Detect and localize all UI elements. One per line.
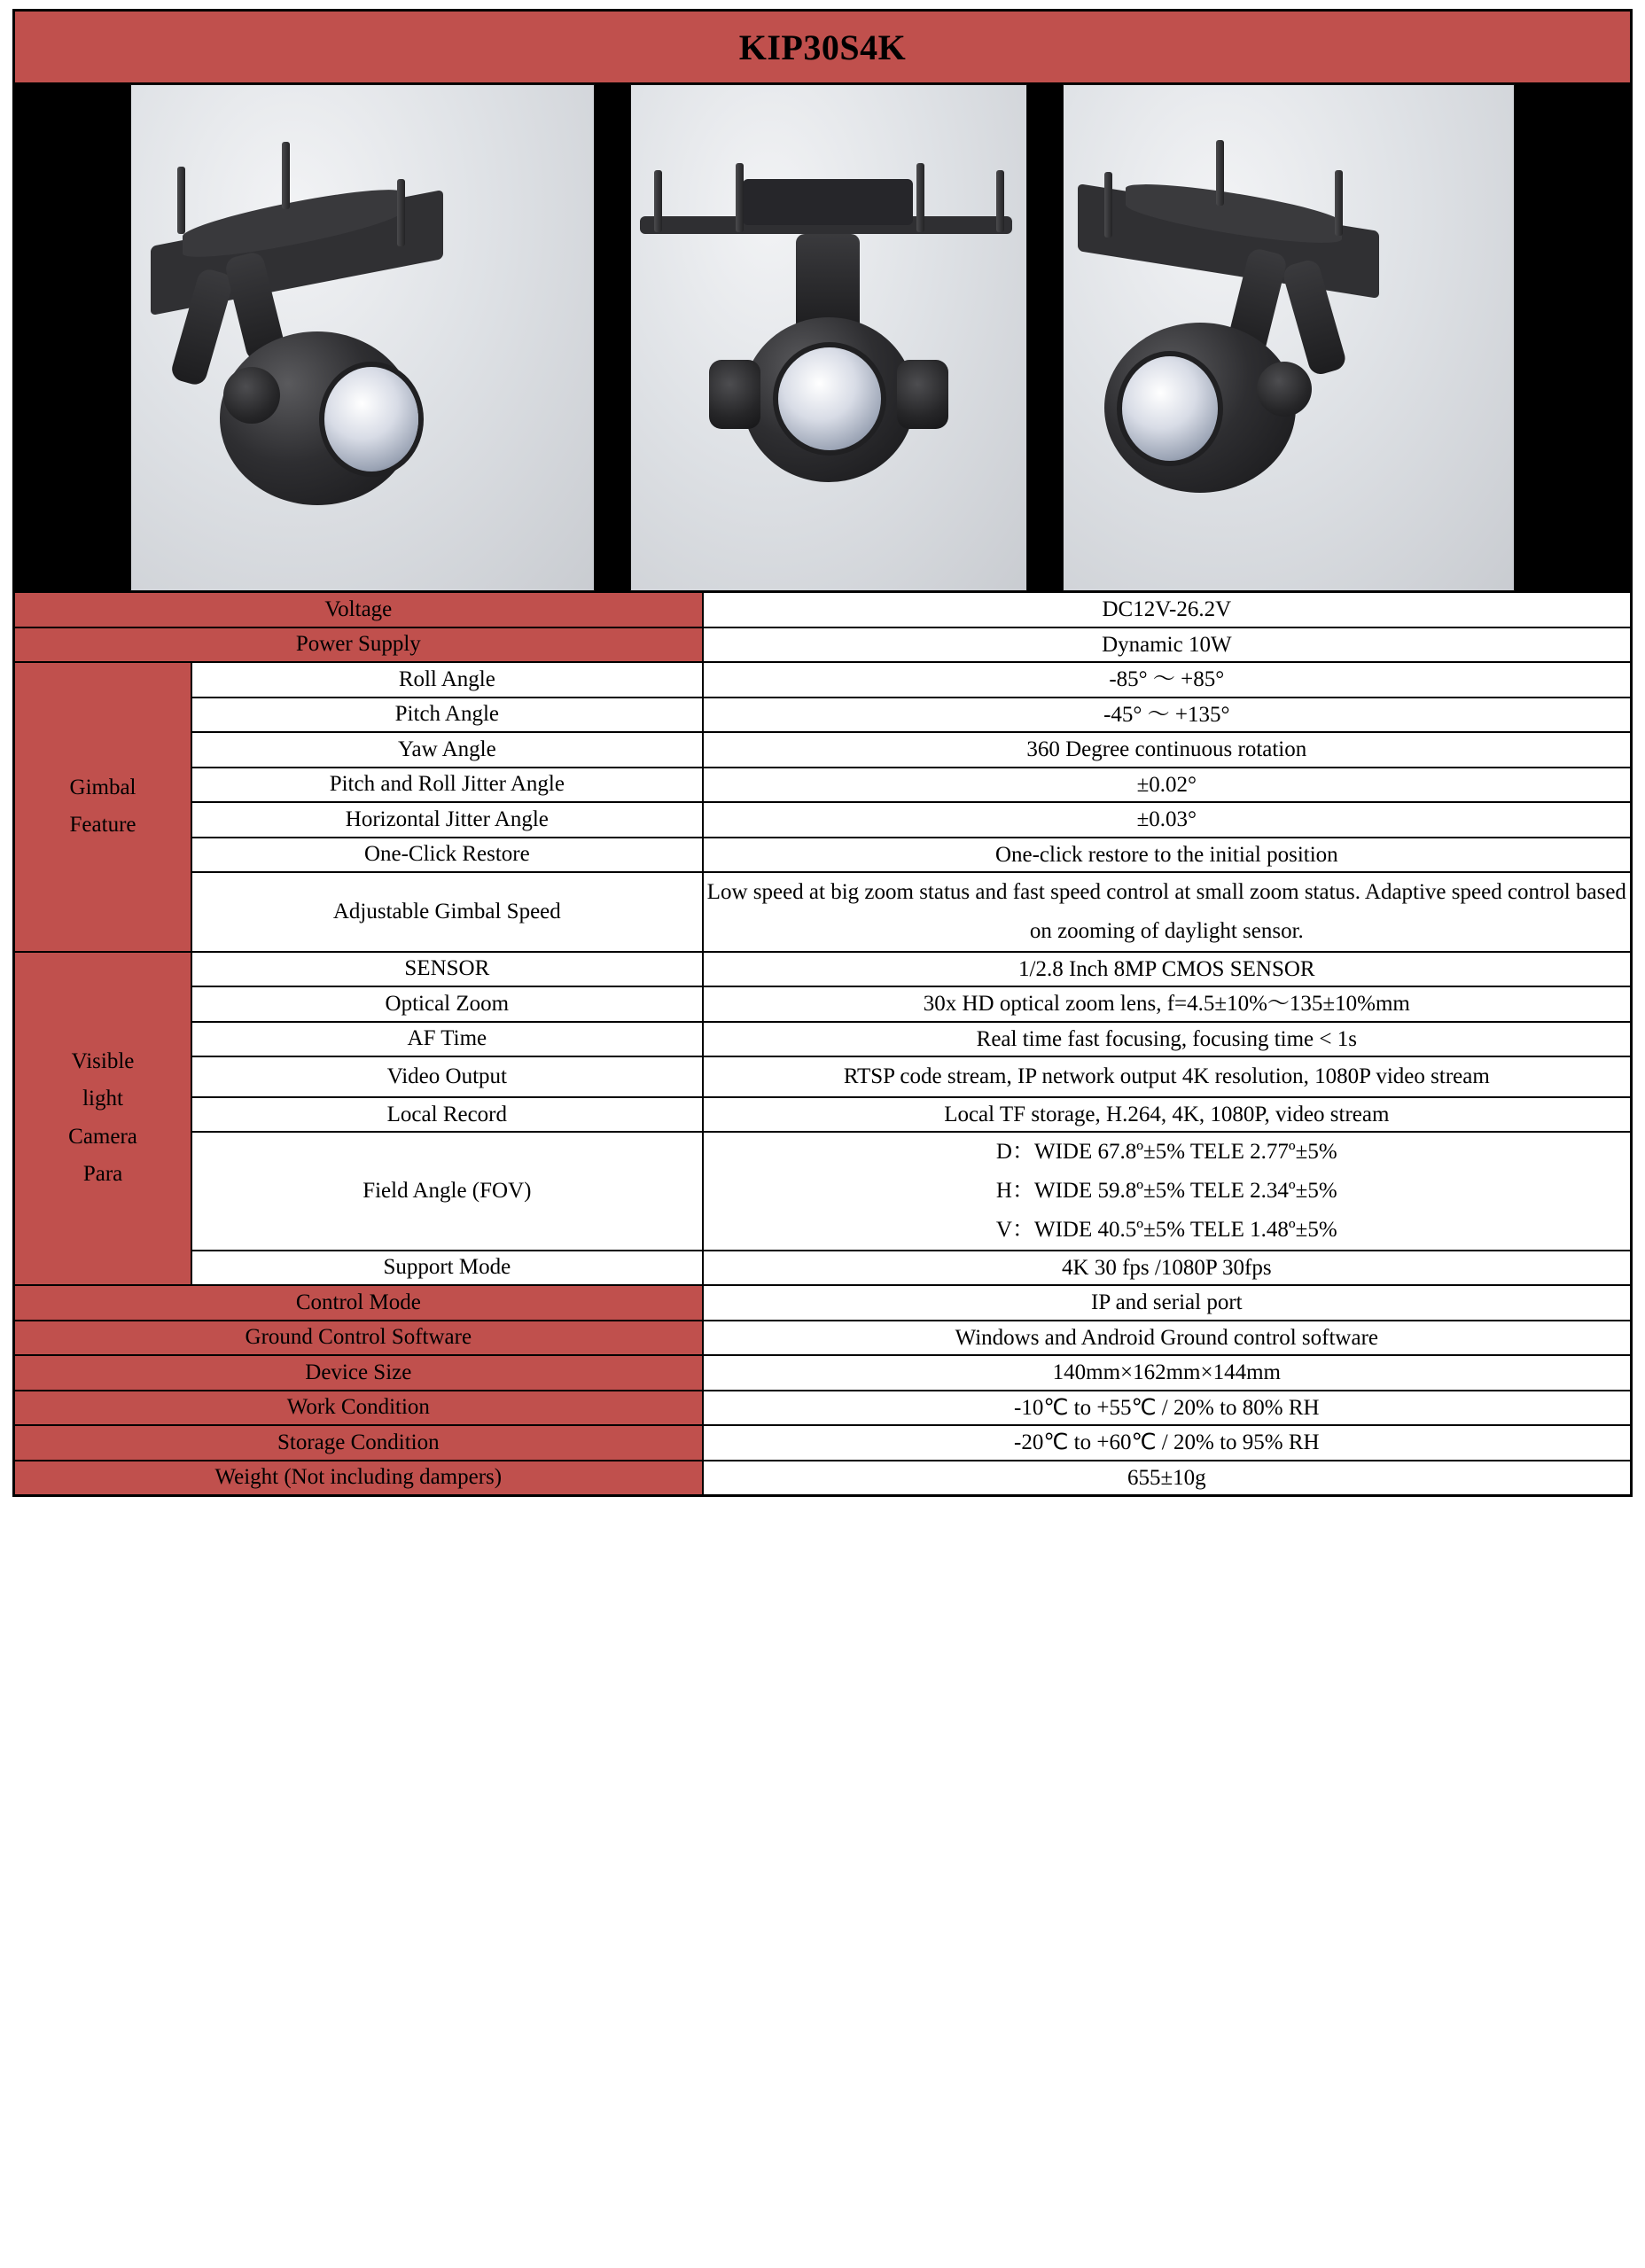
table-row <box>14 592 1632 627</box>
row-value-local-record: Local TF storage, H.264, 4K, 1080P, video stream <box>703 1097 1632 1133</box>
row-value-work-condition: -10℃ to +55℃ / 20% to 80% RH <box>703 1391 1632 1426</box>
table-row <box>14 986 1632 1022</box>
table-row <box>14 1321 1632 1356</box>
damper-post-icon <box>397 179 405 246</box>
group-label-line: Gimbal <box>69 775 136 799</box>
row-value-field-angle-fov <box>703 1132 1632 1250</box>
specification-table <box>12 9 1633 1497</box>
damper-post-icon <box>996 170 1004 232</box>
damper-post-icon <box>916 163 924 232</box>
group-label-line: Camera <box>68 1124 137 1149</box>
damper-post-icon <box>177 167 185 234</box>
row-value-adjustable-gimbal-speed: Low speed at big zoom status and fast speed control at small zoom status. Adaptive speed control based on zooming of daylight sensor. <box>703 872 1632 952</box>
table-row <box>14 698 1632 733</box>
row-value-af-time: Real time fast focusing, focusing time < 1s <box>703 1022 1632 1057</box>
table-row <box>14 1461 1632 1496</box>
row-value-weight: 655±10g <box>703 1461 1632 1496</box>
table-row <box>14 872 1632 952</box>
row-value-ground-control-software: Windows and Android Ground control software <box>703 1321 1632 1356</box>
product-image-front-view <box>630 84 1027 591</box>
row-label-work-condition: Work Condition <box>14 1391 703 1426</box>
row-value-storage-condition: -20℃ to +60℃ / 20% to 95% RH <box>703 1425 1632 1461</box>
row-label-control-mode: Control Mode <box>14 1285 703 1321</box>
table-row <box>14 1097 1632 1133</box>
product-image-side-angled-view <box>1063 84 1515 591</box>
damper-post-icon <box>736 163 744 232</box>
row-label-yaw-angle: Yaw Angle <box>191 732 703 768</box>
row-label-weight: Weight (Not including dampers) <box>14 1461 703 1496</box>
table-row <box>14 627 1632 663</box>
table-row <box>14 732 1632 768</box>
motor-knob-icon <box>709 360 760 429</box>
camera-lens-icon <box>324 367 418 472</box>
damper-post-icon <box>654 170 662 232</box>
row-value-roll-angle: -85° ～ +85° <box>703 662 1632 698</box>
motor-knob-icon <box>223 367 280 424</box>
table-row <box>14 1425 1632 1461</box>
row-value-power-supply: Dynamic 10W <box>703 627 1632 663</box>
camera-lens-icon <box>778 347 881 450</box>
group-label-line: Visible <box>71 1048 135 1073</box>
table-row <box>14 1251 1632 1286</box>
row-label-field-angle-fov: Field Angle (FOV) <box>191 1132 703 1250</box>
page-title: KIP30S4K <box>738 27 907 67</box>
table-row <box>14 1355 1632 1391</box>
table-row <box>14 1391 1632 1426</box>
group-label-line: Feature <box>69 813 136 838</box>
row-label-af-time: AF Time <box>191 1022 703 1057</box>
row-value-voltage: DC12V-26.2V <box>703 592 1632 627</box>
product-title-cell <box>14 11 1632 84</box>
fov-line-h: H：WIDE 59.8º±5% TELE 2.34º±5% <box>995 1179 1337 1203</box>
table-row <box>14 952 1632 987</box>
table-row <box>14 838 1632 873</box>
row-value-device-size: 140mm×162mm×144mm <box>703 1355 1632 1391</box>
row-label-video-output: Video Output <box>191 1056 703 1097</box>
row-label-voltage: Voltage <box>14 592 703 627</box>
group-label-visible-light-camera-para <box>14 952 192 1286</box>
row-value-sensor: 1/2.8 Inch 8MP CMOS SENSOR <box>703 952 1632 987</box>
motor-knob-icon <box>1257 362 1312 417</box>
product-images-row <box>14 83 1632 592</box>
row-label-optical-zoom: Optical Zoom <box>191 986 703 1022</box>
group-label-gimbal-feature <box>14 662 192 952</box>
fov-line-v: V：WIDE 40.5º±5% TELE 1.48º±5% <box>995 1217 1337 1242</box>
row-label-adjustable-gimbal-speed: Adjustable Gimbal Speed <box>191 872 703 952</box>
row-label-one-click-restore: One-Click Restore <box>191 838 703 873</box>
title-row <box>14 11 1632 84</box>
table-row <box>14 1056 1632 1097</box>
group-label-line: Para <box>82 1162 123 1187</box>
row-label-local-record: Local Record <box>191 1097 703 1133</box>
row-label-device-size: Device Size <box>14 1355 703 1391</box>
row-label-storage-condition: Storage Condition <box>14 1425 703 1461</box>
row-value-pitch-angle: -45° ～ +135° <box>703 698 1632 733</box>
motor-knob-icon <box>897 360 948 429</box>
table-row <box>14 1132 1632 1250</box>
product-image-angled-view <box>130 84 595 591</box>
row-label-pitch-roll-jitter-angle: Pitch and Roll Jitter Angle <box>191 768 703 803</box>
row-value-horizontal-jitter-angle: ±0.03° <box>703 802 1632 838</box>
fov-line-d: D：WIDE 67.8º±5% TELE 2.77º±5% <box>995 1140 1337 1165</box>
row-value-control-mode: IP and serial port <box>703 1285 1632 1321</box>
row-label-pitch-angle: Pitch Angle <box>191 698 703 733</box>
row-value-optical-zoom: 30x HD optical zoom lens, f=4.5±10%～135±10%mm <box>703 986 1632 1022</box>
mount-body-icon <box>743 179 913 225</box>
damper-post-icon <box>1335 170 1343 236</box>
row-label-power-supply: Power Supply <box>14 627 703 663</box>
row-value-pitch-roll-jitter-angle: ±0.02° <box>703 768 1632 803</box>
row-label-support-mode: Support Mode <box>191 1251 703 1286</box>
product-images-cell <box>14 83 1632 592</box>
damper-post-icon <box>1216 140 1224 206</box>
row-label-ground-control-software: Ground Control Software <box>14 1321 703 1356</box>
camera-lens-icon <box>1122 356 1218 461</box>
row-label-roll-angle: Roll Angle <box>191 662 703 698</box>
table-row <box>14 802 1632 838</box>
row-value-support-mode: 4K 30 fps /1080P 30fps <box>703 1251 1632 1286</box>
row-value-video-output: RTSP code stream, IP network output 4K resolution, 1080P video stream <box>703 1056 1632 1097</box>
table-row <box>14 1022 1632 1057</box>
row-value-one-click-restore: One-click restore to the initial position <box>703 838 1632 873</box>
damper-post-icon <box>1104 172 1112 238</box>
row-label-sensor: SENSOR <box>191 952 703 987</box>
group-label-line: light <box>82 1087 123 1111</box>
row-value-yaw-angle: 360 Degree continuous rotation <box>703 732 1632 768</box>
table-row <box>14 1285 1632 1321</box>
damper-post-icon <box>282 142 290 209</box>
row-label-horizontal-jitter-angle: Horizontal Jitter Angle <box>191 802 703 838</box>
table-row <box>14 768 1632 803</box>
table-row <box>14 662 1632 698</box>
